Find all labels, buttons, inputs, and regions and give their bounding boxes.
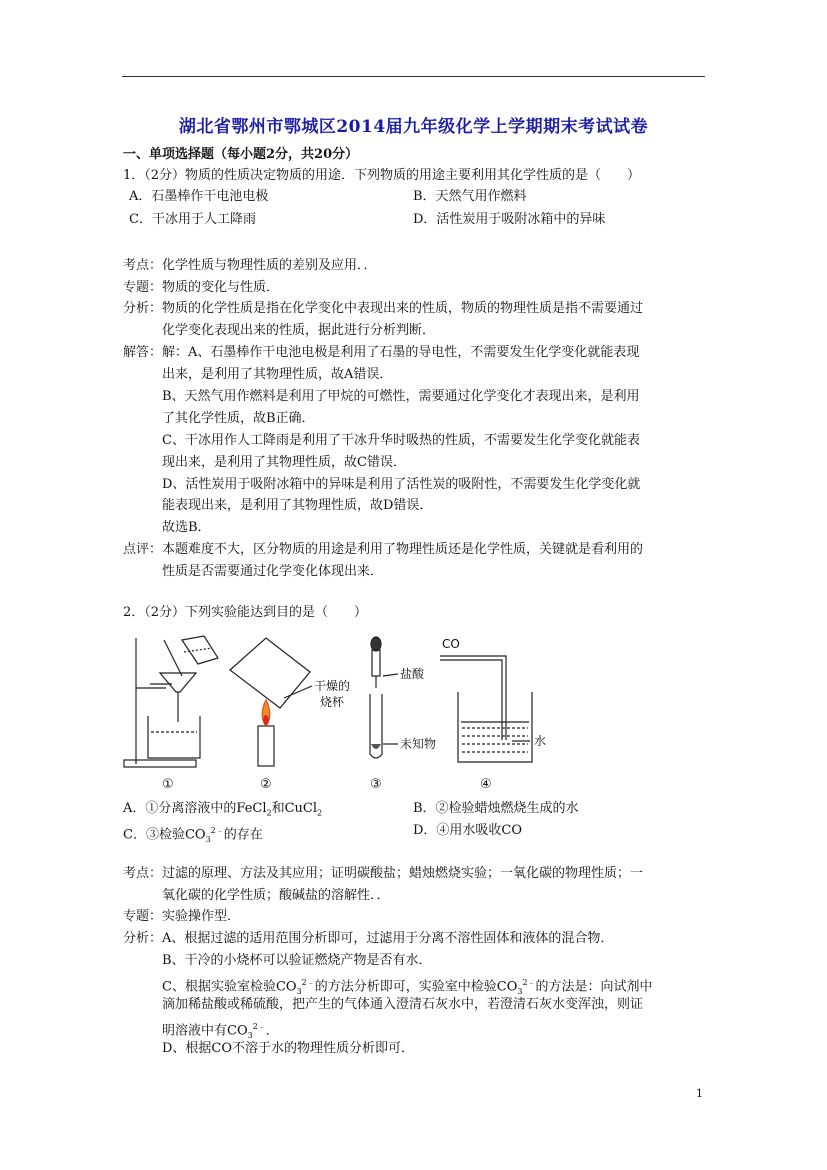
- q1-option-b: B．天然气用作燃料: [413, 189, 527, 204]
- apparatus-label-3: ③: [370, 777, 382, 792]
- q2-stem: 2．（2分）下列实验能达到目的是（ ）: [123, 605, 368, 620]
- q1-answer-5: C、干冰用作人工降雨是利用了干冰升华时吸热的性质，不需要发生化学变化就能表: [162, 433, 640, 448]
- label-hcl: 盐酸: [400, 667, 425, 681]
- dropper-setup: [370, 637, 398, 758]
- q1-answer-7: D、活性炭用于吸附冰箱中的异味是利用了活性炭的吸附性，不需要发生化学变化就: [162, 477, 641, 492]
- label-dry-beaker-1: 干燥的: [314, 679, 351, 693]
- q2-analysis-4: 滴加稀盐酸或稀硫酸，把产生的气体通入澄清石灰水中，若澄清石灰水变浑浊，则证: [162, 997, 644, 1012]
- co-absorption-setup: [440, 656, 532, 762]
- q2-analysis-3: C、根据实验室检验$CO_3^{2﹣}$的方法分析即可，实验室中检验$CO_3^{2﹣}$的方法是：向试剂中: [162, 978, 653, 996]
- q1-comment-1: 点评：本题难度不大，区分物质的用途是利用了物理性质还是化学性质，关键就是看利用的: [123, 542, 644, 557]
- q2-option-c: C．③检验$CO_3^{2﹣}$的存在: [123, 826, 263, 844]
- q2-option-b: B．②检验蜡烛燃烧生成的水: [413, 801, 579, 816]
- q2-analysis-2: B、干冷的小烧杯可以验证燃烧产物是否有水．: [162, 953, 432, 968]
- q2-analysis-5: 明溶液中有$CO_3^{2﹣}$．: [162, 1022, 279, 1040]
- q2-option-d: D．④用水吸收CO: [413, 823, 523, 838]
- label-dry-beaker-2: 烧杯: [320, 695, 345, 709]
- q1-comment-2: 性质是否需要通过化学变化体现出来．: [162, 564, 384, 579]
- q1-analysis-1: 分析：物质的化学性质是指在化学变化中表现出来的性质，物质的物理性质是指不需要通过: [123, 301, 644, 316]
- q1-answer-2: 出来，是利用了其物理性质，故A错误．: [162, 367, 393, 382]
- page-number: 1: [696, 1087, 703, 1100]
- q1-zhuanti: 专题：物质的变化与性质．: [123, 280, 280, 295]
- q1-answer-3: B、天然气用作燃料是利用了甲烷的可燃性，需要通过化学变化才表现出来，是利用: [162, 389, 640, 404]
- candle-setup: [230, 638, 312, 766]
- filtration-setup: [124, 636, 218, 767]
- q1-analysis-2: 化学变化表现出来的性质，据此进行分析判断．: [162, 323, 436, 338]
- q2-option-a: A．①分离溶液中的FeCl$_2$和CuCl$_2$: [123, 801, 323, 818]
- q1-option-d: D．活性炭用于吸附冰箱中的异味: [413, 212, 606, 227]
- q2-analysis-1: 分析：A、根据过滤的适用范围分析即可，过滤用于分离不溶性固体和液体的混合物．: [123, 931, 614, 946]
- apparatus-label-2: ②: [260, 777, 272, 792]
- label-unknown: 未知物: [400, 737, 437, 751]
- q1-answer-8: 能表现出来，是利用了其物理性质，故D错误．: [162, 498, 433, 513]
- q1-kaodian: 考点：化学性质与物理性质的差别及应用．．: [123, 258, 377, 273]
- label-water: 水: [534, 734, 547, 748]
- section-heading: 一、单项选择题（每小题2分，共20分）: [123, 147, 359, 162]
- q1-answer-6: 现出来，是利用了其物理性质，故C错误．: [162, 455, 406, 470]
- page-title: 湖北省鄂州市鄂城区2014届九年级化学上学期期末考试试卷: [178, 117, 649, 137]
- q1-stem: 1．（2分）物质的性质决定物质的用途．下列物质的用途主要利用其化学性质的是（ ）: [123, 168, 641, 183]
- q1-answer-1: 解答：解：A、石墨棒作干电池电极是利用了石墨的导电性，不需要发生化学变化就能表现: [123, 345, 640, 360]
- q1-option-a: A．石墨棒作干电池电极: [129, 189, 269, 204]
- q1-option-c: C．干冰用于人工降雨: [129, 212, 256, 227]
- header-rule: [122, 76, 705, 77]
- q2-kaodian-2: 氧化碳的化学性质；酸碱盐的溶解性．．: [162, 888, 390, 903]
- apparatus-label-4: ④: [480, 777, 492, 792]
- q1-answer-9: 故选B．: [162, 520, 211, 535]
- q2-kaodian-1: 考点：过滤的原理、方法及其应用；证明碳酸盐；蜡烛燃烧实验；一氧化碳的物理性质；一: [123, 866, 644, 881]
- apparatus-label-1: ①: [162, 777, 174, 792]
- q1-answer-4: 了其化学性质，故B正确．: [162, 411, 315, 426]
- label-co: CO: [442, 637, 460, 651]
- q2-analysis-6: D、根据CO不溶于水的物理性质分析即可．: [162, 1041, 415, 1056]
- q2-apparatus-figure: [120, 628, 590, 798]
- q2-zhuanti: 专题：实验操作型．: [123, 909, 241, 924]
